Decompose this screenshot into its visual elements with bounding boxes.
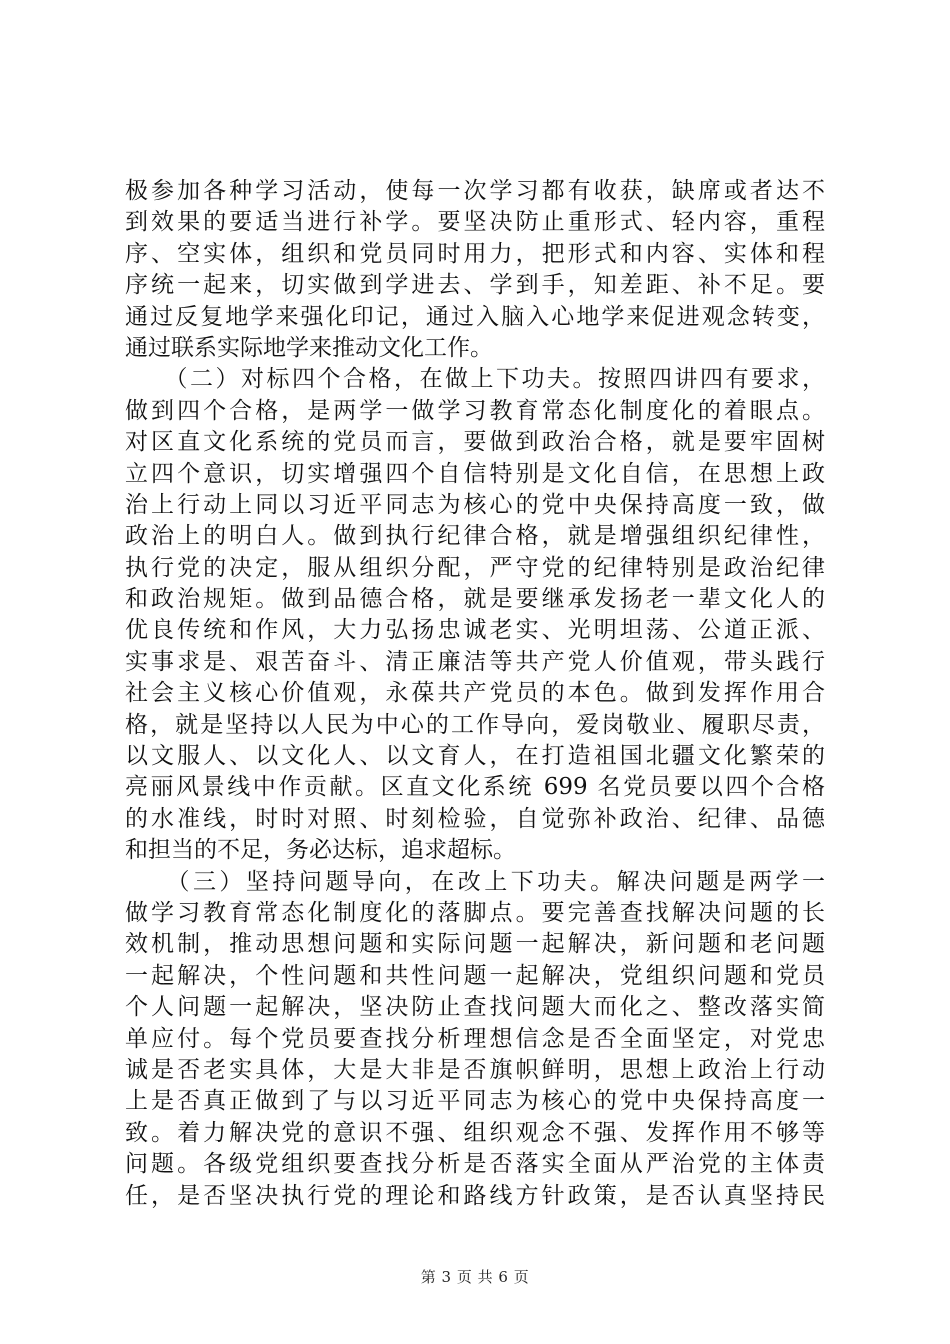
text-line: 社会主义核心价值观，永葆共产党员的本色。做到发挥作用合	[125, 680, 825, 707]
text-line: 对区直文化系统的党员而言，要做到政治合格，就是要牢固树	[125, 429, 825, 456]
text-line: 任，是否坚决执行党的理论和路线方针政策，是否认真坚持民	[125, 1182, 825, 1209]
text-line: 序统一起来，切实做到学进去、学到手，知差距、补不足。要	[125, 272, 825, 299]
text-line: 治上行动上同以习近平同志为核心的党中央保持高度一致，做	[125, 491, 825, 518]
text-line: 一起解决，个性问题和共性问题一起解决，党组织问题和党员	[125, 962, 825, 989]
text-line: 通过反复地学来强化印记，通过入脑入心地学来促进观念转变，	[125, 303, 825, 330]
text-line: 通过联系实际地学来推动文化工作。	[125, 334, 493, 361]
text-line: 政治上的明白人。做到执行纪律合格，就是增强组织纪律性，	[125, 523, 825, 550]
text-line: 上是否真正做到了与以习近平同志为核心的党中央保持高度一	[125, 1088, 825, 1115]
text-line: 做到四个合格，是两学一做学习教育常态化制度化的着眼点。	[125, 397, 825, 424]
page-number-footer: 第 3 页 共 6 页	[420, 1268, 530, 1286]
text-line: 实事求是、艰苦奋斗、清正廉洁等共产党人价值观，带头践行	[125, 648, 825, 675]
text-line: 亮丽风景线中作贡献。区直文化系统 699 名党员要以四个合格	[125, 774, 825, 801]
text-line: 致。着力解决党的意识不强、组织观念不强、发挥作用不够等	[125, 1119, 825, 1146]
text-line: （二）对标四个合格，在做上下功夫。按照四讲四有要求，	[125, 366, 825, 393]
text-line: 立四个意识，切实增强四个自信特别是文化自信，在思想上政	[125, 460, 825, 487]
text-line: 和担当的不足，务必达标，追求超标。	[125, 837, 516, 864]
text-line: 序、空实体，组织和党员同时用力，把形式和内容、实体和程	[125, 240, 825, 267]
text-line: 问题。各级党组织要查找分析是否落实全面从严治党的主体责	[125, 1151, 825, 1178]
text-line: 单应付。每个党员要查找分析理想信念是否全面坚定，对党忠	[125, 1025, 825, 1052]
text-line: 到效果的要适当进行补学。要坚决防止重形式、轻内容，重程	[125, 209, 825, 236]
text-line: 极参加各种学习活动，使每一次学习都有收获，缺席或者达不	[125, 178, 825, 204]
text-line: 优良传统和作风，大力弘扬忠诚老实、光明坦荡、公道正派、	[125, 617, 825, 644]
text-line: 诚是否老实具体，大是大非是否旗帜鲜明，思想上政治上行动	[125, 1056, 825, 1083]
body-text	[125, 176, 825, 1212]
text-line: 效机制，推动思想问题和实际问题一起解决，新问题和老问题	[125, 931, 825, 958]
text-line: 做学习教育常态化制度化的落脚点。要完善查找解决问题的长	[125, 899, 825, 926]
text-line: （三）坚持问题导向，在改上下功夫。解决问题是两学一	[125, 868, 825, 895]
text-line: 执行党的决定，服从组织分配，严守党的纪律特别是政治纪律	[125, 554, 825, 581]
text-line: 和政治规矩。做到品德合格，就是要继承发扬老一辈文化人的	[125, 586, 825, 613]
text-line: 个人问题一起解决，坚决防止查找问题大而化之、整改落实简	[125, 994, 825, 1021]
text-line: 以文服人、以文化人、以文育人，在打造祖国北疆文化繁荣的	[125, 743, 825, 770]
text-line: 格，就是坚持以人民为中心的工作导向，爱岗敬业、履职尽责，	[125, 711, 825, 738]
text-line: 的水准线，时时对照、时刻检验，自觉弥补政治、纪律、品德	[125, 805, 825, 832]
